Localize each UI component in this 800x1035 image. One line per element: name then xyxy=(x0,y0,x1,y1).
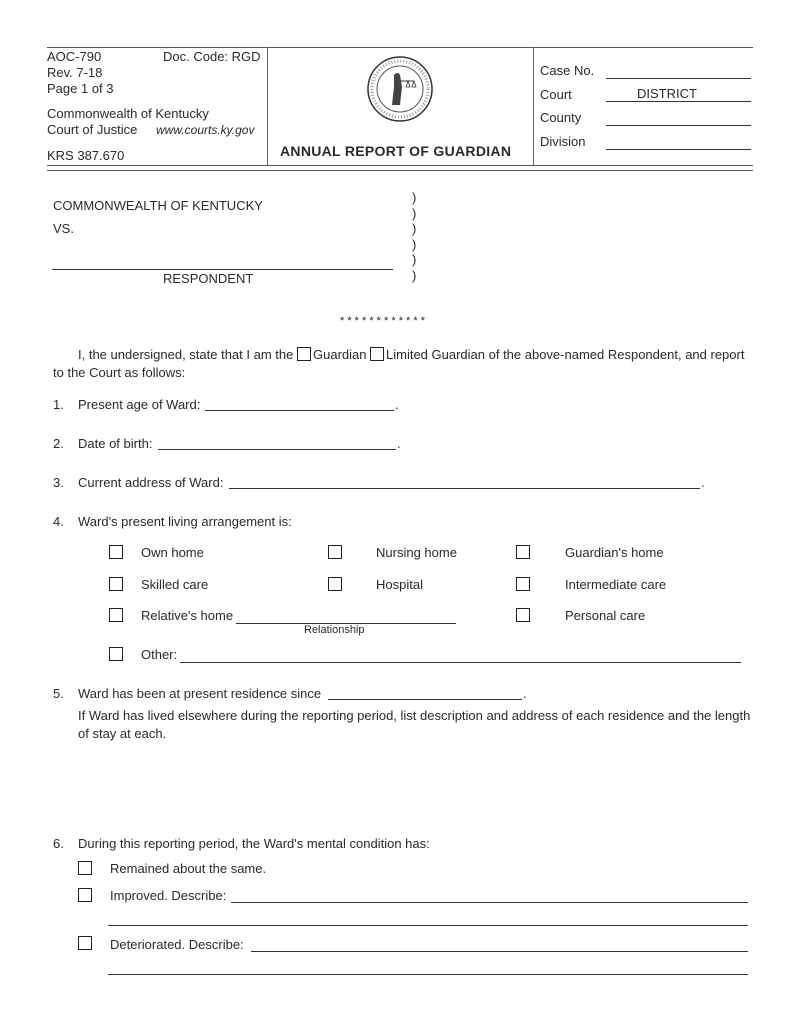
q3-label: Current address of Ward: xyxy=(78,475,224,490)
nursing-home-label: Nursing home xyxy=(376,545,457,560)
division-field[interactable] xyxy=(606,149,751,150)
deteriorated-checkbox[interactable] xyxy=(78,936,92,950)
case-no-label: Case No. xyxy=(540,63,595,78)
limited-guardian-checkbox[interactable] xyxy=(370,347,384,361)
date-of-birth-field[interactable] xyxy=(158,449,396,450)
period: . xyxy=(523,686,527,701)
q1-number: 1. xyxy=(53,397,64,412)
improved-checkbox[interactable] xyxy=(78,888,92,902)
period: . xyxy=(397,436,401,451)
age-field[interactable] xyxy=(205,410,394,411)
court-label: Court xyxy=(540,87,572,102)
q5-instructions: If Ward has lived elsewhere during the reporting period, list description and address of each residence and the length xyxy=(78,708,751,723)
personal-care-label: Personal care xyxy=(565,608,646,623)
website-link[interactable]: www.courts.ky.gov xyxy=(156,123,255,137)
guardians-home-checkbox[interactable] xyxy=(516,545,530,559)
deteriorated-description-field[interactable] xyxy=(251,951,748,952)
page-number: Page 1 of 3 xyxy=(47,81,114,96)
county-field[interactable] xyxy=(606,125,751,126)
other-checkbox[interactable] xyxy=(109,647,123,661)
q3-number: 3. xyxy=(53,475,64,490)
q5-label: Ward has been at present residence since xyxy=(78,686,322,701)
caption-paren: ) xyxy=(412,190,417,205)
intro-text-line2: to the Court as follows: xyxy=(53,365,186,380)
other-label: Other: xyxy=(141,647,178,662)
header-bottom-rule xyxy=(47,170,753,171)
intermediate-care-label: Intermediate care xyxy=(565,577,667,592)
court-seal-icon xyxy=(366,55,434,123)
court-of-justice: Court of Justice xyxy=(47,122,138,137)
caption-paren: ) xyxy=(412,252,417,267)
separator-stars: * * * * * * * * * * * * xyxy=(340,315,425,327)
address-field[interactable] xyxy=(229,488,700,489)
revision: Rev. 7-18 xyxy=(47,65,103,80)
caption-paren: ) xyxy=(412,268,417,283)
improved-description-field[interactable] xyxy=(231,902,748,903)
improved-description-field-line2[interactable] xyxy=(108,925,748,926)
other-field[interactable] xyxy=(180,662,741,663)
hospital-checkbox[interactable] xyxy=(328,577,342,591)
respondent-label: RESPONDENT xyxy=(163,271,254,286)
own-home-checkbox[interactable] xyxy=(109,545,123,559)
q2-number: 2. xyxy=(53,436,64,451)
county-label: County xyxy=(540,110,582,125)
header-divider xyxy=(267,47,268,165)
q6-label: During this reporting period, the Ward's mental condition has: xyxy=(78,836,430,851)
own-home-label: Own home xyxy=(141,545,204,560)
personal-care-checkbox[interactable] xyxy=(516,608,530,622)
intermediate-care-checkbox[interactable] xyxy=(516,577,530,591)
deteriorated-description-field-line2[interactable] xyxy=(108,974,748,975)
relatives-home-label: Relative's home xyxy=(141,608,234,623)
limited-guardian-label: Limited Guardian of the above-named Respondent, and report xyxy=(386,347,745,362)
form-title: ANNUAL REPORT OF GUARDIAN xyxy=(280,143,512,159)
q4-number: 4. xyxy=(53,514,64,529)
q4-label: Ward's present living arrangement is: xyxy=(78,514,292,529)
hospital-label: Hospital xyxy=(376,577,423,592)
statute: KRS 387.670 xyxy=(47,148,125,163)
vs: VS. xyxy=(53,221,74,236)
form-number: AOC-790 xyxy=(47,49,102,64)
respondent-name-field[interactable] xyxy=(52,269,393,270)
court-value: DISTRICT xyxy=(637,86,697,101)
intro-text: I, the undersigned, state that I am the xyxy=(78,347,294,362)
court-field[interactable] xyxy=(606,101,751,102)
nursing-home-checkbox[interactable] xyxy=(328,545,342,559)
header-top-rule xyxy=(47,47,753,48)
caption-paren: ) xyxy=(412,237,417,252)
period: . xyxy=(395,397,399,412)
remained-same-label: Remained about the same. xyxy=(110,861,267,876)
header-divider xyxy=(533,47,534,165)
caption-paren: ) xyxy=(412,206,417,221)
guardian-label: Guardian xyxy=(313,347,367,362)
plaintiff: COMMONWEALTH OF KENTUCKY xyxy=(53,198,263,213)
skilled-care-checkbox[interactable] xyxy=(109,577,123,591)
q5-number: 5. xyxy=(53,686,64,701)
skilled-care-label: Skilled care xyxy=(141,577,209,592)
remained-same-checkbox[interactable] xyxy=(78,861,92,875)
deteriorated-label: Deteriorated. Describe: xyxy=(110,937,244,952)
period: . xyxy=(701,475,705,490)
q5-instructions-line2: of stay at each. xyxy=(78,726,167,741)
q1-label: Present age of Ward: xyxy=(78,397,201,412)
q6-number: 6. xyxy=(53,836,64,851)
improved-label: Improved. Describe: xyxy=(110,888,227,903)
header-bottom-rule xyxy=(47,165,753,166)
guardians-home-label: Guardian's home xyxy=(565,545,664,560)
guardian-checkbox[interactable] xyxy=(297,347,311,361)
doc-code: Doc. Code: RGD xyxy=(163,49,261,64)
q2-label: Date of birth: xyxy=(78,436,153,451)
relatives-home-checkbox[interactable] xyxy=(109,608,123,622)
relationship-caption: Relationship xyxy=(304,624,365,636)
caption-paren: ) xyxy=(412,221,417,236)
residence-since-field[interactable] xyxy=(328,699,522,700)
division-label: Division xyxy=(540,134,586,149)
case-no-field[interactable] xyxy=(606,78,751,79)
state-name: Commonwealth of Kentucky xyxy=(47,106,209,121)
